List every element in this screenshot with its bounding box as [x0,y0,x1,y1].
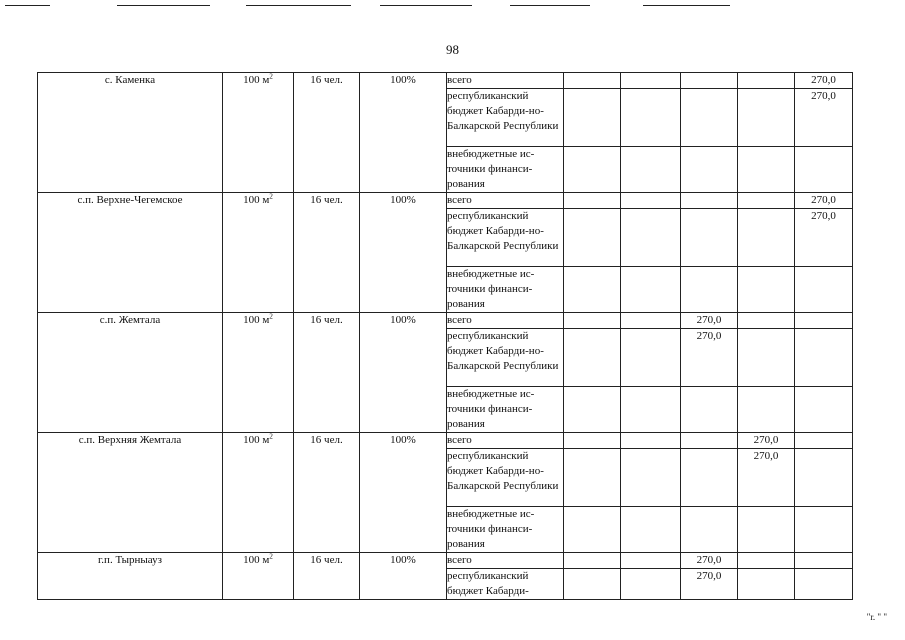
settlement-name: с.п. Верхняя Жемтала [38,433,223,553]
funding-total-value: 270,0 [795,73,853,89]
funding-total-value: 270,0 [681,313,738,329]
area-cell: 100 $м^2$ [223,553,294,600]
funding-total-value: 270,0 [681,553,738,569]
funding-total-label: всего [447,433,564,449]
settlement-name: с.п. Жемтала [38,313,223,433]
share-cell: 100% [360,553,447,600]
funding-regional-value: 270,0 [681,329,738,387]
funding-regional-label: республиканский бюджет Кабарди-но-Балкарской Республики [447,209,564,267]
share-cell: 100% [360,313,447,433]
area-cell: 100 $м^2$ [223,193,294,313]
header-rules [0,0,905,10]
people-cell: 16 чел. [294,193,360,313]
funding-regional-value: 270,0 [681,569,738,600]
people-cell: 16 чел. [294,313,360,433]
funding-regional-label: республиканский бюджет Кабарди-но-Балкарской Республики [447,89,564,147]
funding-extra-label: внебюджетные ис-точники финанси-рования [447,267,564,313]
funding-total-label: всего [447,193,564,209]
table-row [38,193,853,209]
table-row [38,433,853,449]
funding-total-label: всего [447,553,564,569]
funding-regional-label: республиканский бюджет Кабарди-но-Балкарской Республики [447,449,564,507]
funding-extra-label: внебюджетные ис-точники финанси-рования [447,387,564,433]
funding-regional-value: 270,0 [738,449,795,507]
settlement-name: с.п. Верхне-Чегемское [38,193,223,313]
funding-total-label: всего [447,73,564,89]
page-number: 98 [446,42,459,57]
funding-regional-value: 270,0 [795,89,853,147]
people-cell: 16 чел. [294,553,360,600]
funding-total-value: 270,0 [738,433,795,449]
table-row [38,73,853,89]
share-cell: 100% [360,433,447,553]
people-cell: 16 чел. [294,433,360,553]
share-cell: 100% [360,73,447,193]
table-row [38,553,853,569]
settlement-name: г.п. Тырныауз [38,553,223,600]
funding-extra-label: внебюджетные ис-точники финанси-рования [447,147,564,193]
area-cell: 100 $м^2$ [223,313,294,433]
funding-regional-label: республиканский бюджет Кабарди-но-Балкарской Республики [447,329,564,387]
table-row [38,313,853,329]
funding-total-label: всего [447,313,564,329]
funding-regional-label: республиканский бюджет Кабарди- [447,569,564,600]
funding-total-value: 270,0 [795,193,853,209]
settlement-name: с. Каменка [38,73,223,193]
scan-marks: "r. " " [866,612,887,622]
funding-extra-label: внебюджетные ис-точники финанси-рования [447,507,564,553]
funding-table [37,72,853,600]
funding-regional-value: 270,0 [795,209,853,267]
share-cell: 100% [360,193,447,313]
area-cell: 100 $м^2$ [223,73,294,193]
people-cell: 16 чел. [294,73,360,193]
area-cell: 100 $м^2$ [223,433,294,553]
